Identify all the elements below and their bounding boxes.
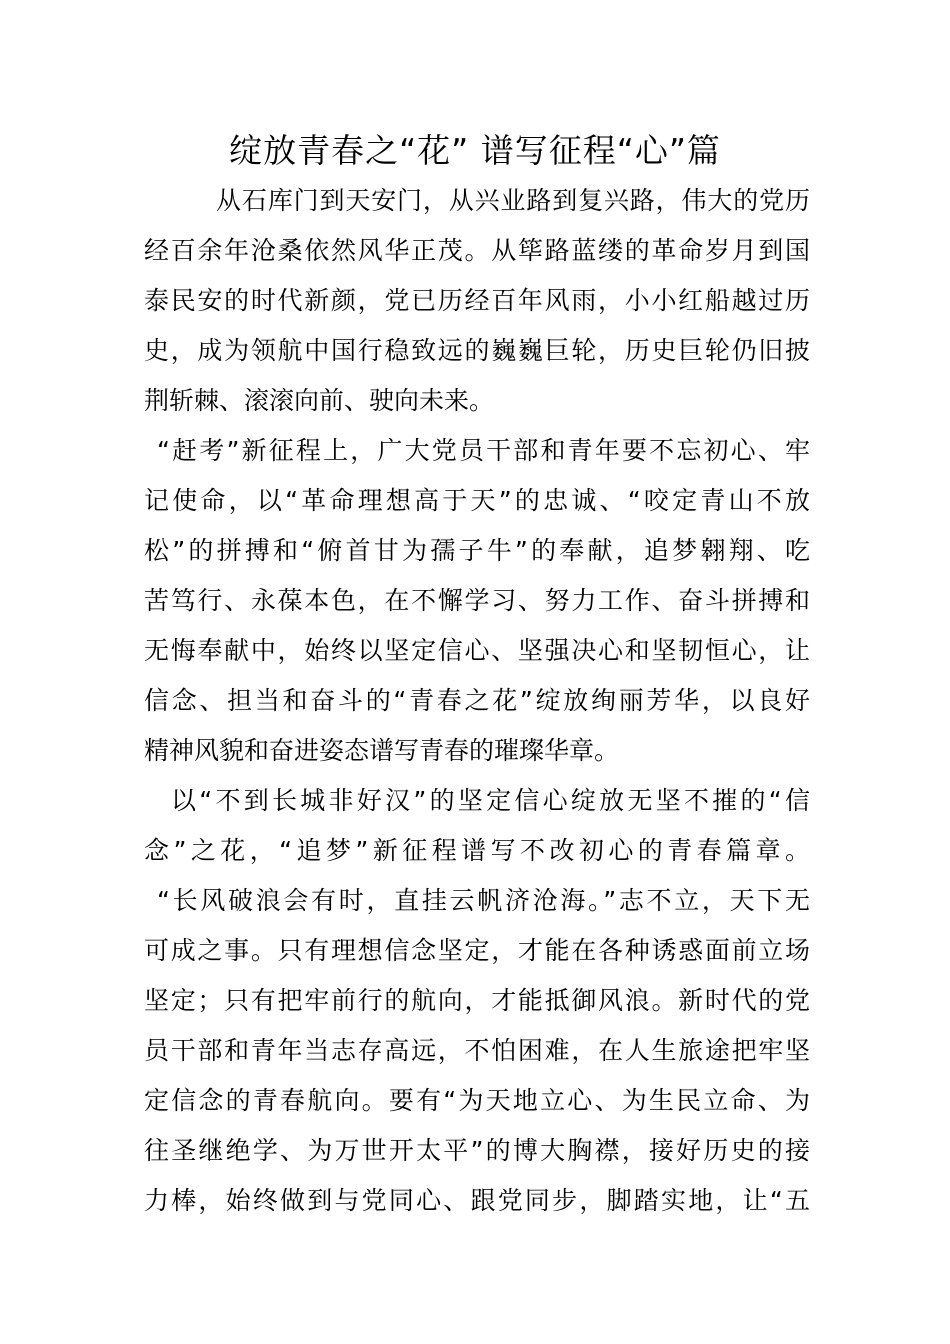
paragraph-2 (144, 426, 810, 776)
text-line: 泰民安的时代新颜，党已历经百年风雨，小小红船越过历 (144, 286, 810, 315)
text-line: 从石库门到天安门，从兴业路到复兴路，伟大的党历 (216, 186, 810, 215)
document-title: 绽放青春之“花” 谱写征程“心”篇 (229, 131, 721, 170)
text-line: “赶考”新征程上，广大党员干部和青年要不忘初心、牢 (157, 436, 810, 465)
text-line: 以“不到长城非好汉”的坚定信心绽放无坚不摧的“信 (171, 786, 810, 815)
text-line: 无悔奉献中，始终以坚定信心、坚强决心和坚韧恒心，让 (144, 636, 810, 665)
text-line: 精神风貌和奋进姿态谱写青春的璀璨华章。 (144, 736, 620, 765)
text-line: 经百余年沧桑依然风华正茂。从筚路蓝缕的革命岁月到国 (144, 236, 810, 265)
text-line: 松”的拼搏和“俯首甘为孺子牛”的奉献，追梦翱翔、吃 (144, 536, 810, 565)
paragraph-1 (144, 176, 810, 426)
text-line: 苦笃行、永葆本色，在不懈学习、努力工作、奋斗拼搏和 (144, 586, 810, 615)
paragraph-3 (144, 776, 810, 1226)
text-line: 定信念的青春航向。要有“为天地立心、为生民立命、为 (144, 1086, 810, 1115)
text-line: 力棒，始终做到与党同心、跟党同步，脚踏实地，让“五 (144, 1186, 810, 1215)
text-line: 员干部和青年当志存高远，不怕困难，在人生旅途把牢坚 (144, 1036, 810, 1065)
text-line: 往圣继绝学、为万世开太平”的博大胸襟，接好历史的接 (144, 1136, 810, 1165)
document-body (144, 176, 810, 1226)
text-line: 念”之花，“追梦”新征程谱写不改初心的青春篇章。 (144, 836, 810, 865)
text-line: “长风破浪会有时，直挂云帆济沧海。”志不立，天下无 (157, 886, 810, 915)
text-line: 记使命，以“革命理想高于天”的忠诚、“咬定青山不放 (144, 486, 810, 515)
text-line: 信念、担当和奋斗的“青春之花”绽放绚丽芳华，以良好 (144, 686, 810, 715)
text-line: 可成之事。只有理想信念坚定，才能在各种诱惑面前立场 (144, 936, 810, 965)
text-line: 荆斩棘、滚滚向前、驶向未来。 (144, 386, 495, 415)
text-line: 坚定；只有把牢前行的航向，才能抵御风浪。新时代的党 (144, 986, 810, 1015)
text-line: 史，成为领航中国行稳致远的巍巍巨轮，历史巨轮仍旧披 (144, 336, 810, 365)
